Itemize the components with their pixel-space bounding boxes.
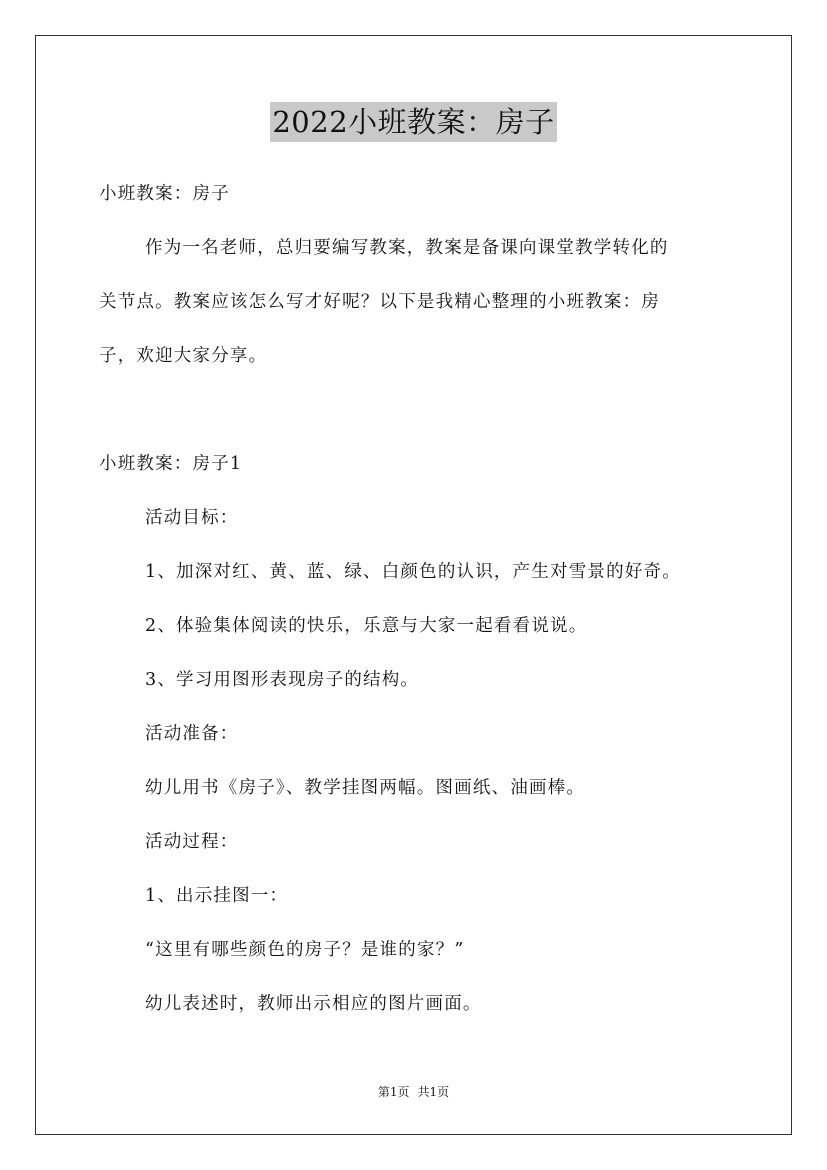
goals-label: 活动目标：	[145, 508, 239, 528]
section-heading: 小班教案：房子1	[99, 454, 243, 474]
prep-label: 活动准备：	[145, 724, 239, 744]
prep-text: 幼儿用书《房子》、教学挂图两幅。图画纸、油画棒。	[145, 778, 586, 798]
intro-line-2: 关节点。教案应该怎么写才好呢？以下是我精心整理的小班教案：房	[99, 292, 660, 312]
process-quote: “这里有哪些颜色的房子？是谁的家？”	[145, 940, 465, 960]
goal-item-2: 2、体验集体阅读的快乐，乐意与大家一起看看说说。	[145, 616, 588, 636]
intro-line-1: 作为一名老师，总归要编写教案，教案是备课向课堂教学转化的	[145, 238, 669, 258]
intro-line-3: 子，欢迎大家分享。	[99, 346, 268, 366]
page-footer	[0, 1084, 827, 1100]
process-label: 活动过程：	[145, 832, 239, 852]
title-container	[0, 102, 827, 142]
page-number-total: 共1页	[417, 1085, 450, 1099]
goal-item-3: 3、学习用图形表现房子的结构。	[145, 670, 420, 690]
process-step-1: 1、出示挂图一：	[145, 886, 289, 906]
process-step-1-note: 幼儿表述时，教师出示相应的图片画面。	[145, 994, 482, 1014]
goal-item-1: 1、加深对红、黄、蓝、绿、白颜色的认识，产生对雪景的好奇。	[145, 562, 681, 582]
subtitle: 小班教案：房子	[99, 184, 230, 204]
page-number-current: 第1页	[377, 1085, 410, 1099]
page-title: 2022小班教案：房子	[270, 102, 556, 142]
